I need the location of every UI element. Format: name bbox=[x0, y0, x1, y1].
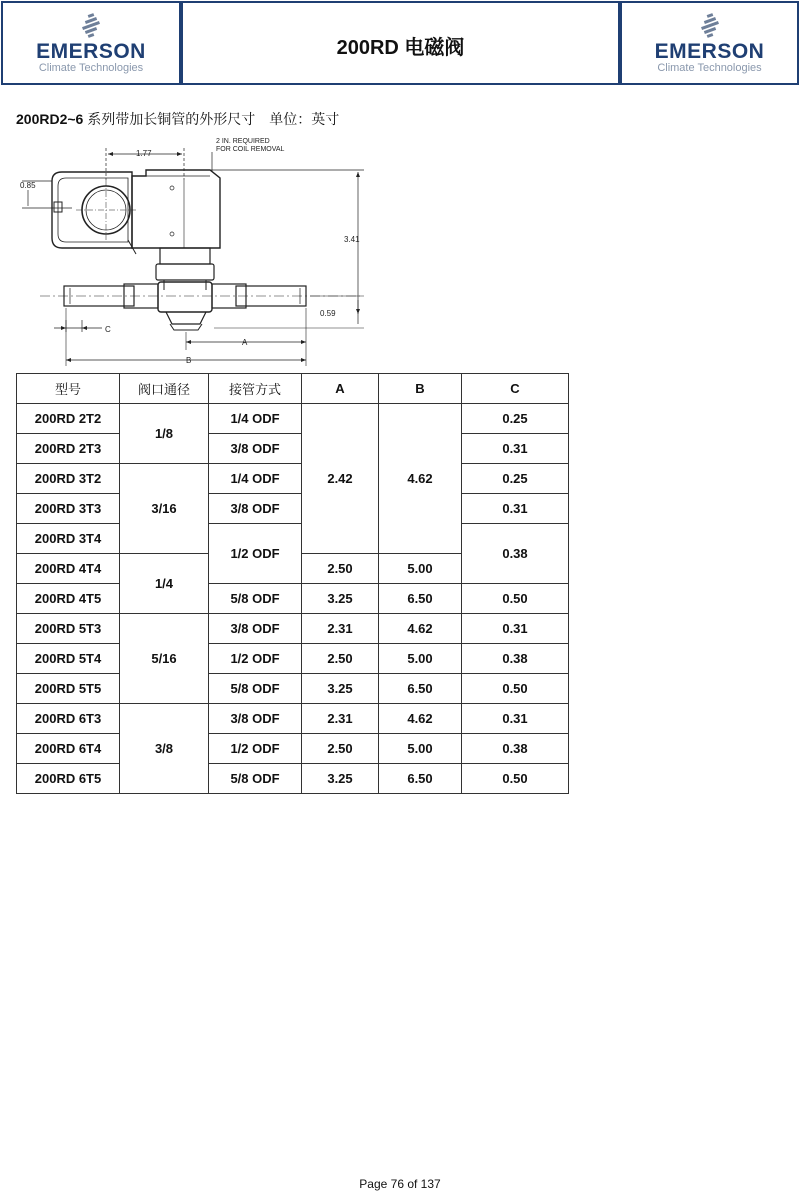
cell-b: 5.00 bbox=[379, 734, 462, 764]
coil-removal-note-line1: 2 IN. REQUIRED bbox=[216, 138, 270, 145]
cell-model: 200RD 6T4 bbox=[17, 734, 120, 764]
cell-model: 200RD 6T3 bbox=[17, 704, 120, 734]
dim-label-c: C bbox=[105, 325, 111, 334]
page-title: 200RD 电磁阀 bbox=[336, 37, 465, 59]
cell-c: 0.50 bbox=[462, 764, 569, 794]
header-title-box bbox=[181, 1, 620, 85]
col-header-connection: 接管方式 bbox=[209, 374, 302, 404]
cell-c: 0.50 bbox=[462, 584, 569, 614]
table-row bbox=[17, 434, 569, 464]
cell-model: 200RD 6T5 bbox=[17, 764, 120, 794]
brand-subtitle: Climate Technologies bbox=[657, 62, 762, 74]
table-row bbox=[17, 614, 569, 644]
dimension-table bbox=[16, 373, 569, 794]
cell-connection: 1/2 ODF bbox=[209, 734, 302, 764]
cell-model: 200RD 2T2 bbox=[17, 404, 120, 434]
cell-model: 200RD 3T2 bbox=[17, 464, 120, 494]
valve-body bbox=[158, 282, 212, 312]
cell-connection: 1/2 ODF bbox=[209, 644, 302, 674]
cell-b: 6.50 bbox=[379, 584, 462, 614]
valve-body-upper bbox=[156, 264, 214, 280]
table-row bbox=[17, 524, 569, 554]
cell-b: 4.62 bbox=[379, 614, 462, 644]
cell-port: 5/16 bbox=[120, 614, 209, 704]
dim-label-b: B bbox=[186, 356, 192, 365]
cell-c: 0.25 bbox=[462, 464, 569, 494]
cell-connection: 3/8 ODF bbox=[209, 494, 302, 524]
cell-connection: 1/2 ODF bbox=[209, 524, 302, 584]
cell-a: 2.50 bbox=[302, 644, 379, 674]
table-row bbox=[17, 404, 569, 434]
cell-model: 200RD 3T3 bbox=[17, 494, 120, 524]
cell-a: 2.50 bbox=[302, 554, 379, 584]
page-number: Page 76 of 137 bbox=[359, 1177, 441, 1191]
cell-model: 200RD 4T4 bbox=[17, 554, 120, 584]
cell-c: 0.31 bbox=[462, 704, 569, 734]
screw-icon bbox=[170, 186, 174, 190]
cell-b: 6.50 bbox=[379, 674, 462, 704]
valve-base-bottom bbox=[170, 324, 202, 330]
table-row bbox=[17, 584, 569, 614]
cell-c: 0.31 bbox=[462, 614, 569, 644]
coil-removal-note-line2: FOR COIL REMOVAL bbox=[216, 146, 285, 153]
cell-connection: 3/8 ODF bbox=[209, 614, 302, 644]
brand-subtitle: Climate Technologies bbox=[38, 62, 144, 74]
emerson-mark-icon bbox=[80, 13, 102, 39]
emerson-mark-icon bbox=[699, 13, 721, 39]
bonnet-nut bbox=[160, 248, 210, 264]
cell-b: 5.00 bbox=[379, 554, 462, 584]
cell-a: 3.25 bbox=[302, 584, 379, 614]
cell-c: 0.31 bbox=[462, 434, 569, 464]
cell-c: 0.38 bbox=[462, 524, 569, 584]
cell-model: 200RD 5T5 bbox=[17, 674, 120, 704]
cell-port: 3/8 bbox=[120, 704, 209, 794]
cell-a: 2.50 bbox=[302, 734, 379, 764]
cell-connection: 3/8 ODF bbox=[209, 704, 302, 734]
page-header bbox=[0, 0, 800, 88]
cell-b: 6.50 bbox=[379, 764, 462, 794]
cell-a: 2.31 bbox=[302, 704, 379, 734]
dim-label-341: 3.41 bbox=[344, 235, 360, 244]
cell-model: 200RD 3T4 bbox=[17, 524, 120, 554]
cell-model: 200RD 5T4 bbox=[17, 644, 120, 674]
coil-body bbox=[132, 170, 220, 248]
cell-c: 0.25 bbox=[462, 404, 569, 434]
dim-label-177: 1.77 bbox=[136, 149, 152, 158]
cell-a: 2.31 bbox=[302, 614, 379, 644]
screw-icon bbox=[170, 232, 174, 236]
valve-base bbox=[166, 312, 206, 324]
cell-model: 200RD 5T3 bbox=[17, 614, 120, 644]
cell-b: 4.62 bbox=[379, 704, 462, 734]
series-code: 200RD2~6 bbox=[16, 111, 84, 127]
cell-model: 200RD 4T5 bbox=[17, 584, 120, 614]
col-header-a: A bbox=[302, 374, 379, 404]
emerson-logo-right bbox=[620, 1, 799, 85]
cell-model: 200RD 2T3 bbox=[17, 434, 120, 464]
table-row bbox=[17, 704, 569, 734]
brand-name: EMERSON bbox=[36, 40, 146, 63]
dim-label-085: 0.85 bbox=[20, 181, 36, 190]
cell-b: 5.00 bbox=[379, 644, 462, 674]
table-row bbox=[17, 674, 569, 704]
cell-connection: 5/8 ODF bbox=[209, 764, 302, 794]
cell-port: 3/16 bbox=[120, 464, 209, 554]
cell-b: 4.62 bbox=[379, 404, 462, 554]
subtitle-text: 系列带加长铜管的外形尺寸 单位：英寸 bbox=[83, 111, 340, 127]
table-header-row bbox=[17, 374, 569, 404]
cell-c: 0.38 bbox=[462, 644, 569, 674]
cell-a: 3.25 bbox=[302, 674, 379, 704]
cell-connection: 3/8 ODF bbox=[209, 434, 302, 464]
table-row bbox=[17, 734, 569, 764]
table-row bbox=[17, 764, 569, 794]
table-row bbox=[17, 644, 569, 674]
cell-connection: 1/4 ODF bbox=[209, 464, 302, 494]
cell-c: 0.50 bbox=[462, 674, 569, 704]
cell-connection: 5/8 ODF bbox=[209, 584, 302, 614]
cell-port: 1/8 bbox=[120, 404, 209, 464]
brand-name: EMERSON bbox=[654, 40, 765, 63]
cell-a: 2.42 bbox=[302, 404, 379, 554]
dim-label-a: A bbox=[242, 338, 248, 347]
cell-port: 1/4 bbox=[120, 554, 209, 614]
col-header-c: C bbox=[462, 374, 569, 404]
table-row bbox=[17, 464, 569, 494]
emerson-logo-left bbox=[1, 1, 181, 85]
cell-a: 3.25 bbox=[302, 764, 379, 794]
dimension-drawing bbox=[14, 136, 374, 370]
cell-c: 0.31 bbox=[462, 494, 569, 524]
section-subtitle bbox=[16, 109, 339, 129]
cell-connection: 5/8 ODF bbox=[209, 674, 302, 704]
cell-c: 0.38 bbox=[462, 734, 569, 764]
col-header-b: B bbox=[379, 374, 462, 404]
cell-connection: 1/4 ODF bbox=[209, 404, 302, 434]
dim-label-059: 0.59 bbox=[320, 309, 336, 318]
col-header-model: 型号 bbox=[17, 374, 120, 404]
table-row bbox=[17, 494, 569, 524]
col-header-port: 阀口通径 bbox=[120, 374, 209, 404]
